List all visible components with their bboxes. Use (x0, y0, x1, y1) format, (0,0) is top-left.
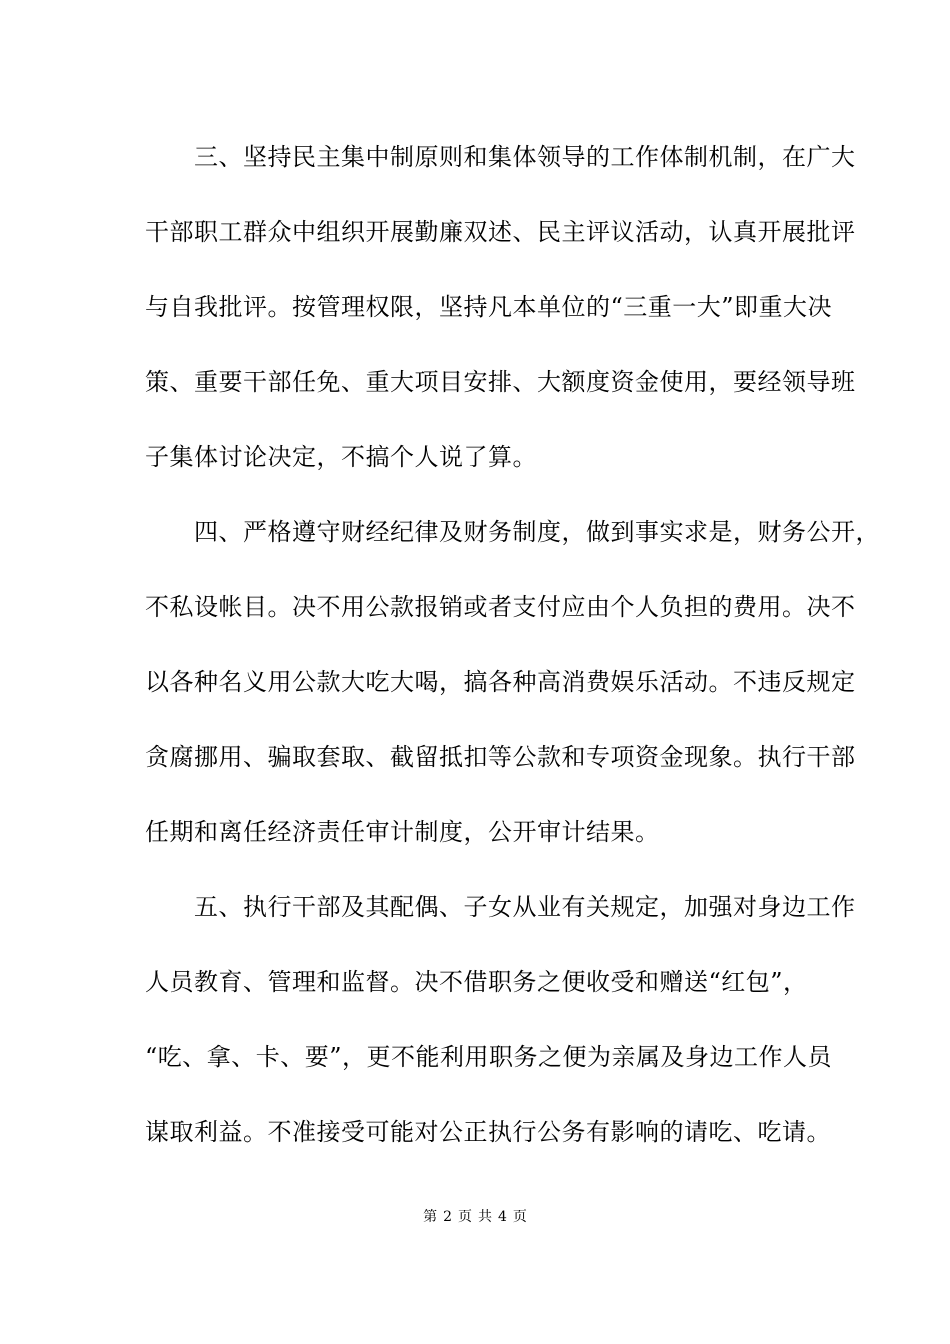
text-line: 任期和离任经济责任审计制度，公开审计结果。 (145, 818, 660, 846)
text-line: 谋取利益。不准接受可能对公正执行公务有影响的请吃、吃请。 (145, 1118, 831, 1146)
footer-label-total: 共 (478, 1209, 492, 1225)
text-line: 策、重要干部任免、重大项目安排、大额度资金使用，要经领导班 (145, 368, 856, 396)
current-page-number: 2 (443, 1209, 452, 1225)
footer-label-page-unit: 页 (458, 1209, 472, 1225)
text-line: 五、执行干部及其配偶、子女从业有关规定，加强对身边工作 (145, 893, 856, 921)
text-line: 不私设帐目。决不用公款报销或者支付应由个人负担的费用。决不 (145, 593, 856, 621)
text-line: 以各种名义用公款大吃大喝，搞各种高消费娱乐活动。不违反规定 (145, 668, 856, 696)
text-line: 干部职工群众中组织开展勤廉双述、民主评议活动，认真开展批评 (145, 218, 856, 246)
text-line: 与自我批评。按管理权限，坚持凡本单位的“三重一大”即重大决 (145, 293, 833, 321)
footer-label-page: 第 (423, 1209, 438, 1225)
text-line: 贪腐挪用、骗取套取、截留抵扣等公款和专项资金现象。执行干部 (145, 743, 856, 771)
text-line: 人员教育、管理和监督。决不借职务之便收受和赠送“红包”， (145, 968, 808, 996)
page-footer (0, 1208, 950, 1226)
text-line: 子集体讨论决定，不搞个人说了算。 (145, 443, 537, 471)
total-pages-number: 4 (498, 1209, 507, 1225)
text-line: “吃、拿、卡、要”，更不能利用职务之便为亲属及身边工作人员 (145, 1043, 833, 1071)
text-line: 三、坚持民主集中制原则和集体领导的工作体制机制，在广大 (145, 143, 856, 171)
footer-label-total-unit: 页 (512, 1209, 527, 1225)
text-line: 四、严格遵守财经纪律及财务制度，做到事实求是，财务公开， (145, 518, 880, 546)
